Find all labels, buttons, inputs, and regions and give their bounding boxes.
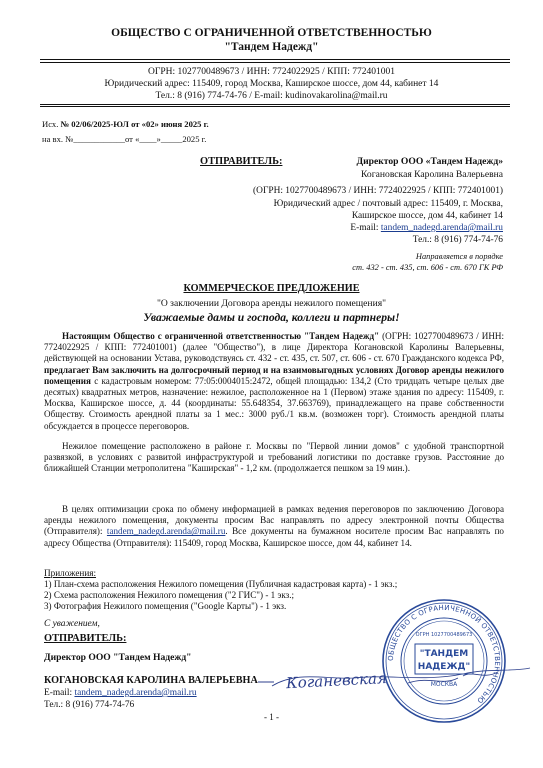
header-divider-bottom xyxy=(40,104,510,105)
footer-phone: Тел.: 8 (916) 774-74-76 xyxy=(44,700,135,710)
offer-title: КОММЕРЧЕСКОЕ ПРЕДЛОЖЕНИЕ xyxy=(183,283,360,294)
header-divider-thin xyxy=(40,62,510,63)
attachments-label: Приложения: xyxy=(44,568,97,578)
sender-address-1: Юридический адрес / почтовый адрес: 115409, г. Москва, xyxy=(273,199,503,209)
reply-ref-line: на вх. №____________от «____»_____2025 г. xyxy=(42,134,207,144)
sender-phone: Тел.: 8 (916) 774-74-76 xyxy=(412,235,503,245)
attachment-item: 1) План-схема расположения Нежилого помещения (Публичная кадастровая карта) - 1 экз.; xyxy=(44,579,398,589)
footer-sender-label: ОТПРАВИТЕЛЬ: xyxy=(44,633,127,644)
header-divider xyxy=(40,59,510,60)
signature-script: Коганевская xyxy=(285,668,388,693)
sender-name: Когановская Каролина Валерьевна xyxy=(360,169,503,180)
header-registry: ОГРН: 1027700489673 / ИНН: 7724022925 / КПП: 772401001 xyxy=(148,67,395,77)
page-number: - 1 - xyxy=(264,712,279,722)
legal-note-2: ст. 432 - ст. 435, ст. 606 - ст. 670 ГК РФ xyxy=(352,263,503,272)
footer-sender-position: Директор ООО "Тандем Надежд" xyxy=(44,652,192,663)
attachment-item: 3) Фотография Нежилого помещения ("Google Карты") - 1 экз. xyxy=(44,601,287,611)
org-full-name: ОБЩЕСТВО С ОГРАНИЧЕННОЙ ОТВЕТСТВЕННОСТЬЮ xyxy=(111,27,432,39)
sender-email-line: E-mail: tandem_nadegd.arenda@mail.ru xyxy=(350,223,503,233)
footer-email-line: E-mail: tandem_nadegd.arenda@mail.ru xyxy=(44,688,197,698)
stamp-ogrn: ОГРН 1027700489673 xyxy=(415,632,473,638)
outgoing-ref: Исх. № 02/06/2025-ЮЛ от «02» июня 2025 г. xyxy=(42,119,209,129)
offer-paragraph-1: Настоящим Общество с ограниченной ответственностью "Тандем Надежд" (ОГРН: 1027700489673 / ИНН: 7724022925 / КПП: 772401001) (далее "Общество"), в лице Директора Когановской Каролины Валерьевны, действующей на основании Устава, руководствуясь ст. 432 - ст. 435, ст. 507, ст. 606 - ст. 670 Гражданского кодекса РФ, предлагает Вам заключить на долгосрочный период и на взаимовыгодных условиях Договор аренды нежилого помещения с кадастровым номером: 77:05:0004015:2472, общей площадью: 134,2 (Сто тридцать четыре целых две десятых) квадратных метров, назначение: нежилое, расположенное на 1 (Первом) этаже здания по адресу: 115409, г. Москва, Каширское шоссе, д. 44 (координаты: 55.648354, 37.663769), принадлежащего на праве собственности Обществу. Стоимость арендной платы за 1 мес.: 3000 руб./1 кв.м. (возможен торг). Стоимость арендной платы обсуждается в процессе переговоров. xyxy=(44,331,505,431)
stamp-city: МОСКВА xyxy=(430,681,458,688)
footer-sender-name: КОГАНОВСКАЯ КАРОЛИНА ВАЛЕРЬЕВНА xyxy=(44,675,258,686)
company-stamp xyxy=(381,598,507,724)
legal-note-1: Направляется в порядке xyxy=(415,252,503,261)
greeting: Уважаемые дамы и господа, коллеги и партнеры! xyxy=(143,311,400,324)
stamp-ring-text: ОБЩЕСТВО С ОГРАНИЧЕННОЙ ОТВЕТСТВЕННОСТЬЮ xyxy=(386,603,502,705)
sender-email-link[interactable]: tandem_nadegd.arenda@mail.ru xyxy=(380,223,503,233)
offer-email-link[interactable]: tandem_nadegd.arenda@mail.ru xyxy=(106,526,226,537)
sender-address-2: Каширское шоссе, дом 44, кабинет 14 xyxy=(351,211,503,221)
header-divider-bottom-thick xyxy=(40,106,510,107)
offer-paragraph-3: В целях оптимизации срока по обмену информацией в рамках ведения переговоров по заключению Договора аренды нежилого помещения, документы просим Вас направлять по адресу электронной почты Общества (Отправителя): tandem_nadegd.arenda@mail.ru. Все документы на бумажном носителе просим Вас направлять по адресу Общества (Отправителя): 115409, город Москва, Каширское шоссе, дом 44, кабинет 14. xyxy=(44,504,504,548)
attachment-item: 2) Схема расположения Нежилого помещения ("2 ГИС") - 1 экз.; xyxy=(44,590,295,600)
sender-registry: (ОГРН: 1027700489673 / ИНН: 7724022925 / КПП: 772401001) xyxy=(253,186,503,196)
offer-paragraph-2: Нежилое помещение расположено в районе г. Москвы по "Первой линии домов" с удобной транспортной развязкой, в условиях с развитой инфраструктурой и требований логистики по доставке грузов. Расстояние до ближайшей Станции метрополитена "Каширская" - 1,2 км. (продолжается пешком за 19 мин.). xyxy=(44,441,504,474)
offer-subject: "О заключении Договора аренды нежилого помещения" xyxy=(156,298,387,309)
footer-email-link[interactable]: tandem_nadegd.arenda@mail.ru xyxy=(74,688,197,698)
stamp-center-2: НАДЕЖД" xyxy=(417,662,471,672)
header-contacts: Тел.: 8 (916) 774-74-76 / E-mail: kudinovakarolina@mail.ru xyxy=(155,91,388,101)
regards: С уважением, xyxy=(44,619,100,629)
sender-position: Директор ООО «Тандем Надежд» xyxy=(356,156,503,167)
header-legal-address: Юридический адрес: 115409, город Москва, Каширское шоссе, дом 44, кабинет 14 xyxy=(104,79,439,89)
stamp-center-1: "ТАНДЕМ xyxy=(419,649,469,659)
org-short-name: "Тандем Надежд" xyxy=(224,41,319,53)
sender-label: ОТПРАВИТЕЛЬ: xyxy=(200,156,283,167)
